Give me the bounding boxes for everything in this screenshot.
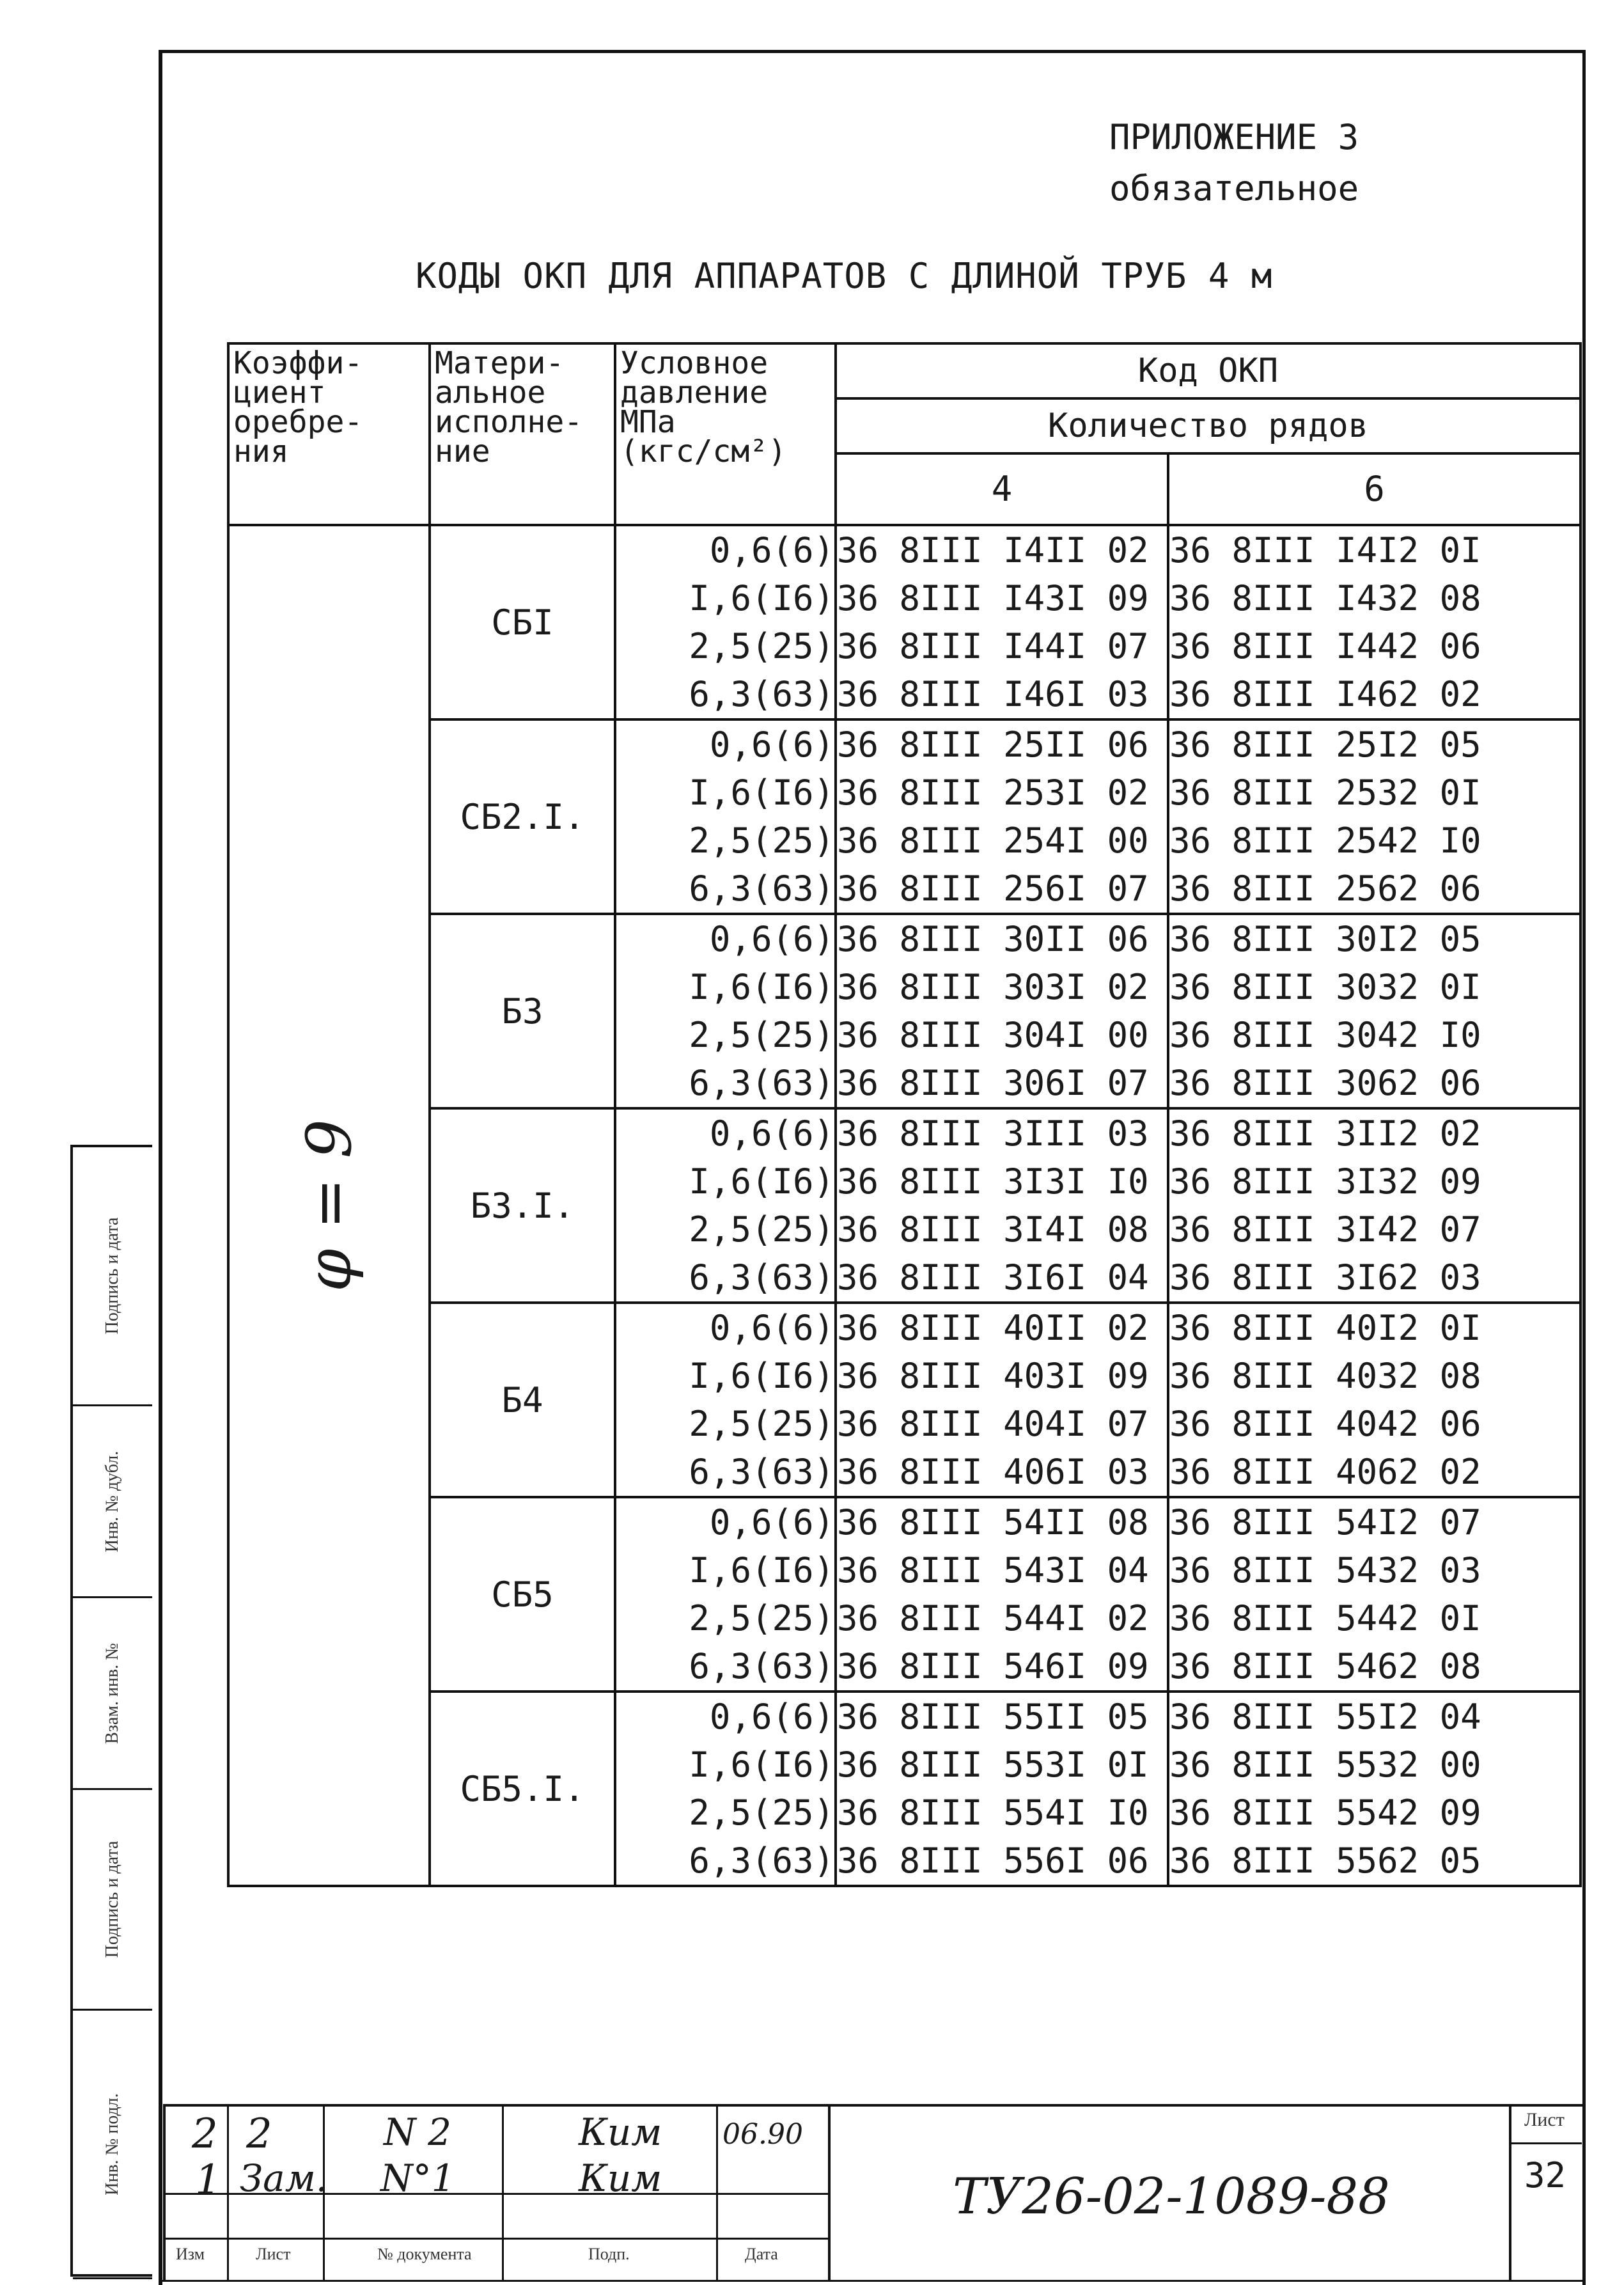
pressure-value: 2,5(25) bbox=[689, 821, 834, 861]
okp-code-6-rows: 36 8III 3062 06 bbox=[1169, 1063, 1481, 1103]
pressure-value: 0,6(6) bbox=[709, 1308, 834, 1348]
okp-code-6-rows: 36 8III 5442 0I bbox=[1169, 1598, 1481, 1638]
pressure-value-cell bbox=[615, 1692, 836, 1886]
margin-stamp-strip bbox=[70, 1145, 152, 2277]
header-okp-code: Код ОКП bbox=[836, 343, 1581, 398]
fin-coefficient-value: φ = 9 bbox=[293, 1119, 365, 1292]
material-cell: Б3.I. bbox=[430, 1108, 615, 1303]
pressure-value: 0,6(6) bbox=[709, 530, 834, 570]
material-cell: СБI bbox=[430, 525, 615, 719]
okp-code-4-rows: 36 8III 303I 02 bbox=[837, 967, 1149, 1007]
okp-code-4-rows: 36 8III 543I 04 bbox=[837, 1550, 1149, 1590]
sheet-number: 32 bbox=[1524, 2155, 1566, 2195]
pressure-value: 6,3(63) bbox=[689, 1841, 834, 1881]
table-row bbox=[228, 1108, 1581, 1303]
okp-code-6-rows-cell bbox=[1168, 1692, 1581, 1886]
okp-code-4-rows: 36 8III 40II 02 bbox=[837, 1308, 1149, 1348]
okp-code-6-rows: 36 8III 5562 05 bbox=[1169, 1841, 1481, 1881]
okp-code-4-rows-cell bbox=[836, 914, 1168, 1108]
okp-code-6-rows: 36 8III 5532 00 bbox=[1169, 1745, 1481, 1785]
okp-code-4-rows: 36 8III 546I 09 bbox=[837, 1646, 1149, 1686]
pressure-value: 0,6(6) bbox=[709, 1113, 834, 1154]
okp-code-6-rows-cell bbox=[1168, 525, 1581, 719]
header-material: Матери- альное исполне- ние bbox=[430, 343, 615, 525]
okp-code-4-rows-cell bbox=[836, 1303, 1168, 1497]
okp-code-4-rows: 36 8III 553I 0I bbox=[837, 1745, 1149, 1785]
material-cell: Б4 bbox=[430, 1303, 615, 1497]
okp-code-4-rows: 36 8III 3I3I I0 bbox=[837, 1161, 1149, 1202]
pressure-value-cell bbox=[615, 1303, 836, 1497]
okp-code-6-rows: 36 8III 4042 06 bbox=[1169, 1404, 1481, 1444]
table-row bbox=[228, 914, 1581, 1108]
pressure-value: I,6(I6) bbox=[689, 1356, 834, 1396]
pressure-value-cell bbox=[615, 1108, 836, 1303]
okp-code-6-rows: 36 8III 30I2 05 bbox=[1169, 919, 1481, 959]
pressure-value: I,6(I6) bbox=[689, 967, 834, 1007]
strip-cell bbox=[73, 1598, 152, 1790]
pressure-value: I,6(I6) bbox=[689, 1550, 834, 1590]
okp-code-4-rows: 36 8III I46I 03 bbox=[837, 674, 1149, 714]
okp-code-4-rows: 36 8III 3III 03 bbox=[837, 1113, 1149, 1154]
pressure-value: 6,3(63) bbox=[689, 1646, 834, 1686]
okp-code-4-rows: 36 8III I44I 07 bbox=[837, 626, 1149, 666]
rev-2-sign: Ким bbox=[579, 2110, 662, 2154]
okp-code-4-rows: 36 8III 556I 06 bbox=[837, 1841, 1149, 1881]
pressure-value: I,6(I6) bbox=[689, 1161, 834, 1202]
page-title: КОДЫ ОКП ДЛЯ АППАРАТОВ С ДЛИНОЙ ТРУБ 4 м bbox=[416, 256, 1273, 296]
appendix-status: обязательное bbox=[1109, 168, 1359, 208]
sheet-label: Лист bbox=[1524, 2109, 1565, 2130]
label-sign: Подп. bbox=[588, 2245, 630, 2263]
pressure-value: 2,5(25) bbox=[689, 626, 834, 666]
okp-code-6-rows: 36 8III 54I2 07 bbox=[1169, 1502, 1481, 1543]
rev-2-list: 2 bbox=[246, 2110, 272, 2158]
strip-label: Подпись и дата bbox=[102, 1841, 122, 1958]
okp-code-6-rows: 36 8III 2542 I0 bbox=[1169, 821, 1481, 861]
okp-code-6-rows-cell bbox=[1168, 1303, 1581, 1497]
okp-code-4-rows: 36 8III I43I 09 bbox=[837, 578, 1149, 618]
okp-code-6-rows: 36 8III I462 02 bbox=[1169, 674, 1481, 714]
okp-code-6-rows: 36 8III 4062 02 bbox=[1169, 1452, 1481, 1492]
pressure-value: 6,3(63) bbox=[689, 1063, 834, 1103]
okp-code-4-rows: 36 8III 404I 07 bbox=[837, 1404, 1149, 1444]
okp-code-6-rows: 36 8III 3II2 02 bbox=[1169, 1113, 1481, 1154]
pressure-value: 6,3(63) bbox=[689, 868, 834, 909]
okp-code-4-rows: 36 8III I4II 02 bbox=[837, 530, 1149, 570]
strip-label: Инв. № дубл. bbox=[102, 1450, 122, 1552]
okp-code-4-rows: 36 8III 544I 02 bbox=[837, 1598, 1149, 1638]
pressure-value: 6,3(63) bbox=[689, 1257, 834, 1298]
strip-label: Подпись и дата bbox=[102, 1217, 122, 1335]
okp-code-6-rows-cell bbox=[1168, 1108, 1581, 1303]
pressure-value: 2,5(25) bbox=[689, 1404, 834, 1444]
okp-code-4-rows: 36 8III 406I 03 bbox=[837, 1452, 1149, 1492]
pressure-value: 2,5(25) bbox=[689, 1598, 834, 1638]
okp-code-6-rows: 36 8III 3042 I0 bbox=[1169, 1015, 1481, 1055]
okp-code-6-rows: 36 8III 3I32 09 bbox=[1169, 1161, 1481, 1202]
document-number: ТУ26-02-1089-88 bbox=[953, 2168, 1390, 2226]
strip-label: Взам. инв. № bbox=[102, 1642, 122, 1744]
pressure-value-cell bbox=[615, 1497, 836, 1692]
strip-label: Инв. № подл. bbox=[102, 2093, 122, 2195]
material-cell: СБ2.I. bbox=[430, 719, 615, 914]
okp-code-6-rows: 36 8III I4I2 0I bbox=[1169, 530, 1481, 570]
okp-code-4-rows: 36 8III 554I I0 bbox=[837, 1793, 1149, 1833]
rev-1-sign: Ким bbox=[579, 2156, 662, 2200]
sheet-box bbox=[1509, 2104, 1582, 2280]
okp-code-4-rows: 36 8III 25II 06 bbox=[837, 725, 1149, 765]
pressure-value: 6,3(63) bbox=[689, 1452, 834, 1492]
rev-1-izm: 1 bbox=[195, 2156, 221, 2204]
table-row bbox=[228, 1692, 1581, 1886]
label-date: Дата bbox=[745, 2245, 778, 2263]
okp-code-4-rows: 36 8III 3I4I 08 bbox=[837, 1209, 1149, 1250]
okp-code-6-rows: 36 8III 40I2 0I bbox=[1169, 1308, 1481, 1348]
strip-cell bbox=[73, 2011, 152, 2279]
header-rows-4: 4 bbox=[836, 453, 1168, 525]
table-row bbox=[228, 719, 1581, 914]
label-doc: № документа bbox=[377, 2245, 472, 2263]
fin-coefficient-cell bbox=[228, 525, 430, 1886]
pressure-value: 0,6(6) bbox=[709, 1502, 834, 1543]
okp-code-6-rows: 36 8III 5432 03 bbox=[1169, 1550, 1481, 1590]
appendix-label bbox=[1109, 112, 1359, 214]
okp-code-4-rows: 36 8III 54II 08 bbox=[837, 1502, 1149, 1543]
label-izm: Изм bbox=[176, 2245, 205, 2263]
header-pressure: Условное давление МПа (кгс/см²) bbox=[615, 343, 836, 525]
strip-cell bbox=[73, 1406, 152, 1598]
header-coef: Коэффи- циент оребре- ния bbox=[228, 343, 430, 525]
material-cell: СБ5.I. bbox=[430, 1692, 615, 1886]
okp-code-4-rows-cell bbox=[836, 1692, 1168, 1886]
strip-cell bbox=[73, 1790, 152, 2011]
rev-1-doc: N°1 bbox=[380, 2156, 455, 2200]
pressure-value-cell bbox=[615, 525, 836, 719]
okp-code-4-rows-cell bbox=[836, 719, 1168, 914]
header-rows-6: 6 bbox=[1168, 453, 1581, 525]
table-row bbox=[228, 525, 1581, 719]
okp-code-4-rows: 36 8III 253I 02 bbox=[837, 773, 1149, 813]
pressure-value: 0,6(6) bbox=[709, 1697, 834, 1737]
pressure-value: 2,5(25) bbox=[689, 1015, 834, 1055]
table-body bbox=[228, 525, 1581, 1886]
okp-code-4-rows: 36 8III 256I 07 bbox=[837, 868, 1149, 909]
okp-code-6-rows: 36 8III 3I42 07 bbox=[1169, 1209, 1481, 1250]
okp-code-6-rows: 36 8III 25I2 05 bbox=[1169, 725, 1481, 765]
okp-code-4-rows: 36 8III 403I 09 bbox=[837, 1356, 1149, 1396]
material-cell: Б3 bbox=[430, 914, 615, 1108]
okp-code-6-rows: 36 8III 5462 08 bbox=[1169, 1646, 1481, 1686]
pressure-value: I,6(I6) bbox=[689, 773, 834, 813]
okp-code-4-rows: 36 8III 3I6I 04 bbox=[837, 1257, 1149, 1298]
rev-1-list: Зам. bbox=[240, 2156, 328, 2200]
pressure-value: I,6(I6) bbox=[689, 1745, 834, 1785]
table-row bbox=[228, 1497, 1581, 1692]
okp-code-6-rows: 36 8III 4032 08 bbox=[1169, 1356, 1481, 1396]
appendix-title: ПРИЛОЖЕНИЕ 3 bbox=[1109, 117, 1359, 157]
okp-code-6-rows-cell bbox=[1168, 914, 1581, 1108]
pressure-value: 2,5(25) bbox=[689, 1793, 834, 1833]
okp-code-4-rows-cell bbox=[836, 1108, 1168, 1303]
okp-code-6-rows: 36 8III 55I2 04 bbox=[1169, 1697, 1481, 1737]
okp-code-4-rows-cell bbox=[836, 525, 1168, 719]
okp-code-6-rows: 36 8III 3032 0I bbox=[1169, 967, 1481, 1007]
pressure-value: 0,6(6) bbox=[709, 919, 834, 959]
header-row-count: Количество рядов bbox=[836, 398, 1581, 453]
pressure-value: 2,5(25) bbox=[689, 1209, 834, 1250]
pressure-value-cell bbox=[615, 914, 836, 1108]
okp-code-4-rows: 36 8III 304I 00 bbox=[837, 1015, 1149, 1055]
okp-code-4-rows: 36 8III 30II 06 bbox=[837, 919, 1149, 959]
strip-cell bbox=[73, 1147, 152, 1406]
okp-code-6-rows-cell bbox=[1168, 1497, 1581, 1692]
okp-code-6-rows: 36 8III I442 06 bbox=[1169, 626, 1481, 666]
okp-code-4-rows: 36 8III 254I 00 bbox=[837, 821, 1149, 861]
okp-code-4-rows: 36 8III 55II 05 bbox=[837, 1697, 1149, 1737]
material-cell: СБ5 bbox=[430, 1497, 615, 1692]
okp-code-6-rows: 36 8III 2532 0I bbox=[1169, 773, 1481, 813]
pressure-value-cell bbox=[615, 719, 836, 914]
okp-codes-table bbox=[227, 342, 1582, 1887]
okp-code-6-rows: 36 8III 3I62 03 bbox=[1169, 1257, 1481, 1298]
table-row bbox=[228, 1303, 1581, 1497]
okp-code-4-rows-cell bbox=[836, 1497, 1168, 1692]
pressure-value: 6,3(63) bbox=[689, 674, 834, 714]
rev-2-date: 06.90 bbox=[722, 2118, 803, 2151]
rev-2-izm: 2 bbox=[192, 2110, 218, 2158]
okp-code-6-rows: 36 8III 5542 09 bbox=[1169, 1793, 1481, 1833]
okp-code-6-rows: 36 8III I432 08 bbox=[1169, 578, 1481, 618]
okp-code-6-rows-cell bbox=[1168, 719, 1581, 914]
okp-code-4-rows: 36 8III 306I 07 bbox=[837, 1063, 1149, 1103]
okp-code-6-rows: 36 8III 2562 06 bbox=[1169, 868, 1481, 909]
pressure-value: I,6(I6) bbox=[689, 578, 834, 618]
label-list: Лист bbox=[256, 2245, 291, 2263]
pressure-value: 0,6(6) bbox=[709, 725, 834, 765]
rev-2-doc: N 2 bbox=[384, 2110, 452, 2154]
